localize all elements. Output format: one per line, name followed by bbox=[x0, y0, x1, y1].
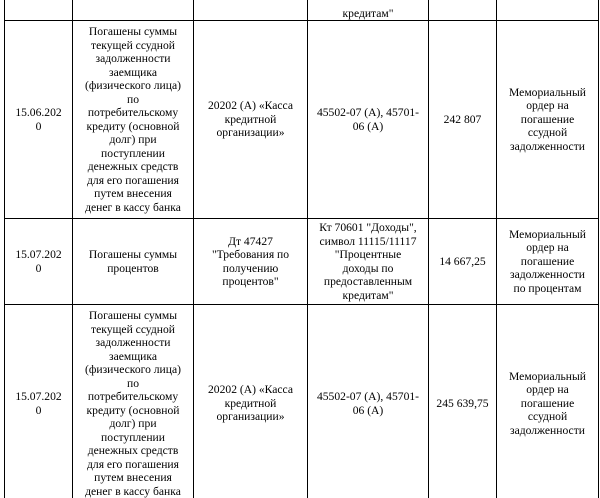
cell-credit bbox=[308, 305, 429, 498]
text-line: кредиту (основной bbox=[86, 403, 180, 417]
cell-credit-text bbox=[311, 390, 425, 417]
cell-credit bbox=[308, 0, 429, 21]
cell-document bbox=[497, 219, 599, 305]
text-line: 0 bbox=[35, 403, 42, 417]
text-line: ссудной bbox=[527, 126, 568, 140]
cell-description-text bbox=[76, 309, 190, 498]
text-line: (физического лица) bbox=[85, 363, 181, 376]
text-line: поступлении bbox=[101, 146, 165, 160]
text-line: текущей ссудной bbox=[91, 38, 175, 52]
text-line: 0 bbox=[35, 261, 42, 275]
text-line: для его погашения bbox=[87, 457, 179, 471]
text-line: ордер на bbox=[526, 383, 569, 397]
text-line: долг) при bbox=[109, 133, 157, 146]
cell-amount-text: 242 807 bbox=[443, 112, 482, 126]
cell-date-text bbox=[8, 390, 69, 417]
text-line: доходы по bbox=[342, 261, 394, 275]
text-line: долг) при bbox=[109, 417, 157, 430]
text-line: предоставленным bbox=[323, 275, 413, 288]
cell-document-text bbox=[500, 370, 595, 438]
text-line: Мемориальный bbox=[509, 369, 586, 383]
text-line: процентов bbox=[107, 261, 159, 275]
text-line: денег в кассу банка bbox=[85, 200, 181, 214]
cell-debit bbox=[194, 21, 308, 219]
text-line: погашение bbox=[520, 396, 575, 410]
cell-credit bbox=[308, 21, 429, 219]
text-line: 20202 (А) «Касса bbox=[208, 99, 293, 113]
text-line: "Требования по bbox=[211, 248, 290, 261]
text-line: путем внесения bbox=[94, 471, 172, 484]
cell-debit-text bbox=[197, 99, 304, 140]
cell-document bbox=[497, 0, 599, 21]
cell-debit-text bbox=[197, 235, 304, 289]
text-line: для его погашения bbox=[87, 173, 179, 187]
text-line: (физического лица) bbox=[85, 79, 181, 92]
table-body bbox=[5, 0, 599, 498]
cell-date-text bbox=[8, 248, 69, 275]
cell-credit-text bbox=[311, 221, 425, 302]
cell-description bbox=[73, 305, 194, 498]
cell-credit-text bbox=[311, 106, 425, 133]
text-line: 15.07.202 bbox=[15, 390, 62, 403]
cell-document-text bbox=[500, 228, 595, 296]
cell-date bbox=[5, 305, 73, 498]
text-line: ссудной bbox=[527, 410, 568, 424]
cell-amount bbox=[429, 0, 497, 21]
text-line: задолженности bbox=[510, 268, 585, 282]
text-line: потребительскому bbox=[87, 106, 179, 119]
accounting-entries-table bbox=[4, 0, 599, 498]
cell-debit-text bbox=[197, 383, 304, 424]
table-row bbox=[5, 219, 599, 305]
text-line: задолженности bbox=[510, 139, 585, 153]
text-line: по bbox=[126, 376, 139, 390]
text-line: потребительскому bbox=[87, 390, 179, 403]
text-line: "Процентные bbox=[334, 248, 402, 261]
text-line: по процентам bbox=[513, 281, 582, 295]
text-line: задолженности bbox=[95, 336, 171, 349]
text-line: Дт 47427 bbox=[228, 234, 273, 248]
cell-description-text bbox=[76, 248, 190, 275]
cell-date bbox=[5, 21, 73, 219]
cell-date-text bbox=[8, 106, 69, 133]
text-line: заемщика bbox=[109, 349, 157, 363]
text-line: 06 (А) bbox=[352, 119, 384, 133]
cell-date bbox=[5, 219, 73, 305]
text-line: 06 (А) bbox=[352, 403, 384, 417]
text-line: Погашены суммы bbox=[88, 248, 178, 261]
text-line: ордер на bbox=[526, 241, 569, 255]
table-row bbox=[5, 305, 599, 498]
text-line: кредитной bbox=[224, 396, 277, 410]
text-line: 15.06.202 bbox=[15, 106, 62, 119]
cell-amount bbox=[429, 219, 497, 305]
cell-amount bbox=[429, 305, 497, 498]
table-row-continued bbox=[5, 0, 599, 21]
text-line: текущей ссудной bbox=[91, 322, 175, 336]
text-line: заемщика bbox=[109, 65, 157, 79]
text-line: 45502-07 (А), 45701- bbox=[316, 106, 420, 119]
cell-debit bbox=[194, 0, 308, 21]
text-line: Мемориальный bbox=[509, 85, 586, 99]
text-line: Погашены суммы bbox=[88, 309, 178, 322]
text-line: 15.07.202 bbox=[15, 248, 62, 261]
cell-description-text bbox=[76, 25, 190, 214]
cell-description bbox=[73, 219, 194, 305]
text-line: по bbox=[126, 92, 139, 106]
credit-tail-text: кредитам" bbox=[342, 6, 394, 20]
text-line: путем внесения bbox=[94, 187, 172, 200]
text-line: задолженности bbox=[95, 52, 171, 65]
text-line: 45502-07 (А), 45701- bbox=[316, 390, 420, 403]
text-line: погашение bbox=[520, 112, 575, 126]
cell-debit bbox=[194, 305, 308, 498]
text-line: поступлении bbox=[101, 430, 165, 444]
text-line: 0 bbox=[35, 119, 42, 133]
text-line: кредитам" bbox=[342, 288, 394, 302]
text-line: Кт 70601 "Доходы", bbox=[319, 221, 417, 234]
text-line: кредиту (основной bbox=[86, 119, 180, 133]
text-line: процентов" bbox=[222, 275, 279, 288]
cell-credit bbox=[308, 219, 429, 305]
text-line: денежных средств bbox=[87, 444, 179, 457]
cell-amount bbox=[429, 21, 497, 219]
text-line: денежных средств bbox=[87, 160, 179, 173]
text-line: кредитной bbox=[224, 112, 277, 126]
text-line: Мемориальный bbox=[509, 227, 586, 241]
cell-document bbox=[497, 305, 599, 498]
cell-description bbox=[73, 0, 194, 21]
cell-debit bbox=[194, 219, 308, 305]
cell-amount-text: 245 639,75 bbox=[436, 396, 489, 410]
text-line: Погашены суммы bbox=[88, 25, 178, 38]
cell-document bbox=[497, 21, 599, 219]
text-line: ордер на bbox=[526, 99, 569, 113]
cell-amount-text: 14 667,25 bbox=[439, 254, 486, 268]
table-row bbox=[5, 21, 599, 219]
text-line: денег в кассу банка bbox=[85, 484, 181, 498]
cell-date bbox=[5, 0, 73, 21]
text-line: организации» bbox=[216, 126, 285, 140]
text-line: организации» bbox=[216, 410, 285, 424]
cell-document-text bbox=[500, 86, 595, 154]
text-line: задолженности bbox=[510, 423, 585, 437]
text-line: символ 11115/11117 bbox=[319, 234, 417, 248]
text-line: погашение bbox=[520, 254, 575, 268]
text-line: получению bbox=[222, 261, 279, 275]
text-line: 20202 (А) «Касса bbox=[208, 383, 293, 397]
cell-description bbox=[73, 21, 194, 219]
